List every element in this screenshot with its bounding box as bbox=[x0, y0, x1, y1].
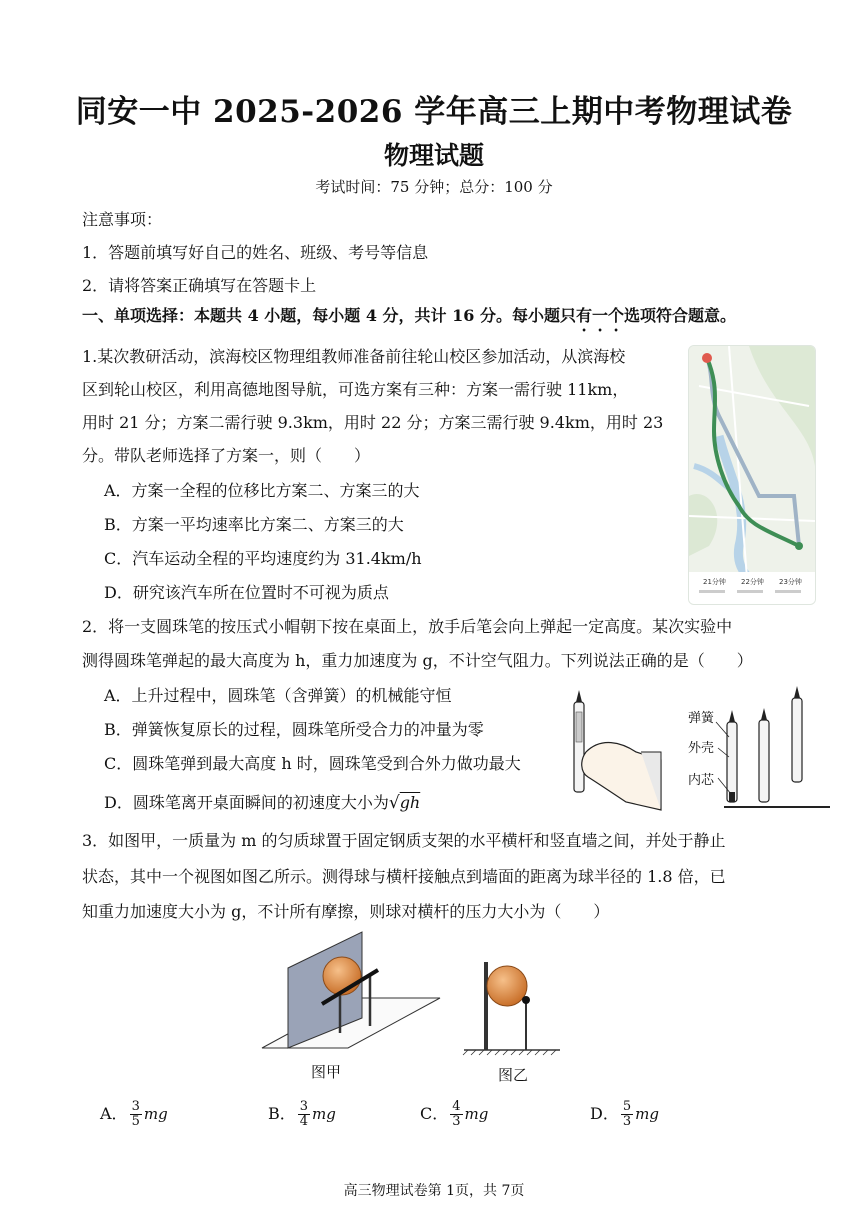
option-c: C．汽车运动全程的平均速度约为 31.4km/h bbox=[104, 549, 422, 568]
hand-pressing-pen-figure bbox=[566, 682, 666, 812]
question-line: 状态，其中一个视图如图乙所示。测得球与横杆接触点到墙面的距离为球半径的 1.8 倍，已 bbox=[82, 867, 726, 886]
section-heading-text: 一、单项选择：本题共 4 小题，每小题 4 分，共计 16 分。每小题只 bbox=[82, 306, 576, 325]
choice-b bbox=[268, 1100, 336, 1129]
notice-item: 2．请将答案正确填写在答题卡上 bbox=[82, 276, 317, 295]
label-core: 内芯 bbox=[688, 772, 715, 787]
choice-letter: B． bbox=[268, 1104, 296, 1123]
frac-den: 5 bbox=[131, 1114, 140, 1129]
frac-den: 3 bbox=[622, 1114, 632, 1129]
frac-num: 3 bbox=[299, 1099, 309, 1114]
map-illustration bbox=[689, 346, 815, 604]
notice-item: 1．答题前填写好自己的姓名、班级、考号等信息 bbox=[82, 243, 429, 262]
figure-jia bbox=[254, 928, 444, 1058]
choice-letter: C． bbox=[420, 1104, 449, 1123]
page-title: 同安一中 2025-2026 学年高三上期中考物理试卷 bbox=[75, 94, 793, 130]
unit: mg bbox=[312, 1105, 336, 1123]
frac-den: 4 bbox=[299, 1114, 309, 1129]
frac-num: 3 bbox=[131, 1099, 140, 1114]
sqrt-expression: gh bbox=[399, 793, 421, 812]
map-time-label: 23分钟 bbox=[779, 578, 802, 586]
unit: mg bbox=[635, 1105, 659, 1123]
navigation-map-image bbox=[688, 345, 816, 605]
option-c: C．圆珠笔弹到最大高度 h 时，圆珠笔受到合外力做功最大 bbox=[104, 754, 521, 773]
page-footer: 高三物理试卷第 1页，共 7页 bbox=[343, 1183, 525, 1199]
question-line: 2．将一支圆珠笔的按压式小帽朝下按在桌面上，放手后笔会向上弹起一定高度。某次实验中 bbox=[82, 617, 733, 636]
figure-yi-caption: 图乙 bbox=[498, 1066, 529, 1084]
question-line: 3．如图甲，一质量为 m 的匀质球置于固定钢质支架的水平横杆和竖直墙之间，并处于静止 bbox=[82, 831, 726, 850]
question-line: 用时 21 分；方案二需行驶 9.3km，用时 22 分；方案三需行驶 9.4km，用时 23 bbox=[82, 413, 664, 432]
question-line: 知重力加速度大小为 g，不计所有摩擦，则球对横杆的压力大小为（ ） bbox=[82, 902, 610, 921]
label-spring: 弹簧 bbox=[688, 710, 715, 725]
notice-heading: 注意事项： bbox=[82, 210, 163, 229]
choice-letter: D． bbox=[590, 1104, 619, 1123]
question-line: 1.某次教研活动，滨海校区物理组教师准备前往轮山校区参加活动，从滨海校 bbox=[82, 347, 626, 366]
frac-den: 3 bbox=[452, 1114, 461, 1129]
pen-stages-figure bbox=[684, 682, 834, 812]
unit: mg bbox=[464, 1105, 489, 1123]
page-subtitle: 物理试题 bbox=[383, 141, 484, 170]
option-d: D．圆珠笔离开桌面瞬间的初速度大小为√gh bbox=[104, 793, 421, 813]
label-shell: 外壳 bbox=[688, 740, 715, 755]
choice-d bbox=[590, 1100, 659, 1129]
choice-a bbox=[100, 1100, 168, 1129]
question-line: 区到轮山校区，利用高德地图导航，可选方案有三种：方案一需行驶 11km， bbox=[82, 380, 629, 399]
choice-letter: A． bbox=[100, 1104, 128, 1123]
option-d: D．研究该汽车所在位置时不可视为质点 bbox=[104, 583, 389, 602]
option-b: B．弹簧恢复原长的过程，圆珠笔所受合力的冲量为零 bbox=[104, 720, 484, 739]
option-d-text: D．圆珠笔离开桌面瞬间的初速度大小为 bbox=[104, 793, 389, 812]
option-a: A．上升过程中，圆珠笔（含弹簧）的机械能守恒 bbox=[104, 686, 452, 705]
figure-yi bbox=[462, 958, 562, 1058]
figure-jia-caption: 图甲 bbox=[311, 1063, 342, 1081]
map-time-label: 21分钟 bbox=[703, 578, 726, 586]
question-line: 分。带队老师选择了方案一，则（ ） bbox=[82, 446, 371, 465]
section-heading-text: 选项符合题意。 bbox=[623, 306, 736, 325]
exam-info: 考试时间：75 分钟；总分：100 分 bbox=[315, 178, 553, 196]
choice-c bbox=[420, 1100, 488, 1129]
section-heading bbox=[82, 303, 736, 335]
map-time-label: 22分钟 bbox=[741, 578, 764, 586]
frac-num: 4 bbox=[452, 1099, 461, 1114]
unit: mg bbox=[143, 1105, 168, 1123]
option-b: B．方案一平均速率比方案二、方案三的大 bbox=[104, 515, 404, 534]
frac-num: 5 bbox=[622, 1099, 632, 1114]
option-a: A．方案一全程的位移比方案二、方案三的大 bbox=[104, 481, 420, 500]
section-heading-emphasis: 有一个 bbox=[575, 306, 624, 325]
question-line: 测得圆珠笔弹起的最大高度为 h，重力加速度为 g，不计空气阻力。下列说法正确的是（ ） bbox=[82, 651, 753, 670]
